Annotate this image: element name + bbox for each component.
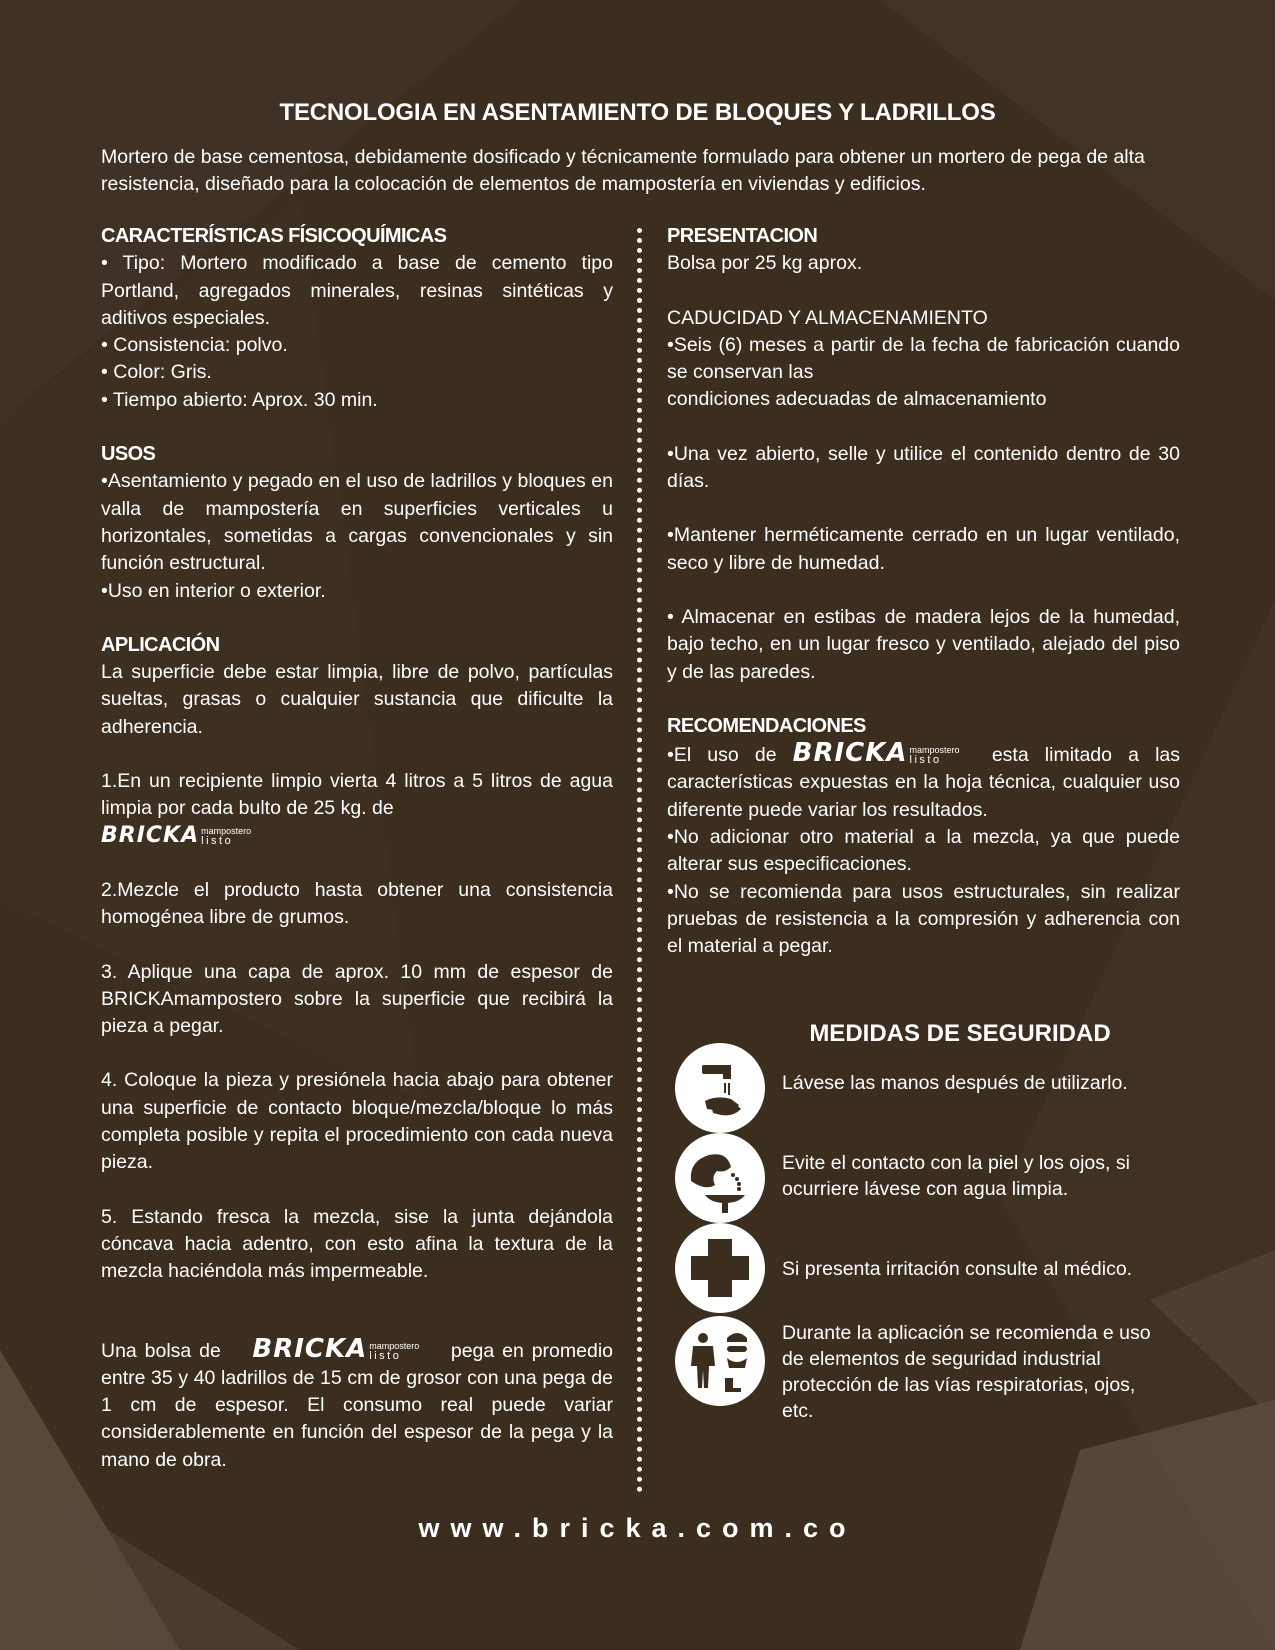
characteristics-heading: CARACTERÍSTICAS FÍSICOQUÍMICAS [101, 225, 447, 247]
recommendation-item: •No adicionar otro material a la mezcla, ya que puede alterar sus especificaciones. [667, 826, 1180, 876]
recommendation-item: •No se recomienda para usos estructurales, sin realizar pruebas de resistencia a la compresión y adherencia con el material a pegar. [667, 880, 1180, 958]
recommendations-heading: RECOMENDACIONES [667, 714, 866, 737]
presentation-text: Bolsa por 25 kg aprox. [667, 252, 863, 275]
characteristics-item: • Tiempo abierto: Aprox. 30 min. [101, 388, 378, 411]
characteristics-item: • Consistencia: polvo. [101, 334, 288, 357]
storage-item: •Seis (6) meses a partir de la fecha de fabricación cuando se conservan las [667, 333, 1180, 384]
application-step-3: 3. Aplique una capa de aprox. 10 mm de espesor de BRICKAmampostero sobre la superficie que recibirá la pieza a pegar. [101, 960, 613, 1038]
eye-wash-icon [675, 1133, 765, 1223]
storage-section [667, 305, 1180, 686]
application-section [101, 632, 613, 1286]
column-divider [637, 228, 642, 1493]
application-step-4: 4. Coloque la pieza y presiónela hacia abajo para obtener una superficie de contacto bloque/mezcla/bloque lo más completa posible y repita el procedimiento con cada nueva pieza. [101, 1069, 613, 1174]
left-column [101, 223, 613, 1474]
right-column [667, 223, 1180, 961]
yield-paragraph [101, 1333, 613, 1474]
uses-section [101, 441, 613, 605]
hand-wash-icon [675, 1043, 765, 1133]
storage-item: •Mantener herméticamente cerrado en un lugar ventilado, seco y libre de humedad. [667, 524, 1180, 574]
bricka-logo: BRICKA mampostero listo [252, 1333, 420, 1364]
uses-heading: USOS [101, 443, 156, 466]
characteristics-item: • Color: Gris. [101, 361, 212, 384]
safety-text: Lávese las manos después de utilizarlo. [782, 1072, 1128, 1094]
safety-heading: MEDIDAS DE SEGURIDAD [809, 1020, 1111, 1047]
application-step-5: 5. Estando fresca la mezcla, sise la junta dejándola cóncava hacia adentro, con esto afina la textura de la mezcla haciéndola más impermeable. [101, 1205, 613, 1283]
characteristics-section [101, 223, 613, 414]
recommendations-section [667, 713, 1180, 961]
first-aid-cross-icon [675, 1223, 765, 1313]
application-intro: La superficie debe estar limpia, libre de polvo, partículas sueltas, grasas o cualquier sustancia que dificulte la adherencia. [101, 661, 613, 738]
characteristics-item: • Tipo: Mortero modificado a base de cemento tipo Portland, agregados minerales, resinas sintéticas y aditivos especiales. [101, 252, 613, 329]
safety-text: Evite el contacto con la piel y los ojos, si ocurriere lávese con agua limpia. [782, 1152, 1130, 1200]
storage-heading: CADUCIDAD Y ALMACENAMIENTO [667, 306, 988, 329]
page-title: TECNOLOGIA EN ASENTAMIENTO DE BLOQUES Y LADRILLOS [279, 99, 996, 126]
bricka-logo: BRICKA mampostero listo [792, 738, 960, 769]
uses-item: •Asentamiento y pegado en el uso de ladrillos y bloques en valla de mampostería en superficies verticales u horizontales, sometidas a cargas convencionales y sin función estructural. [101, 470, 613, 575]
application-step-2: 2.Mezcle el producto hasta obtener una consistencia homogénea libre de grumos. [101, 878, 613, 929]
storage-item: • Almacenar en estibas de madera lejos de la humedad, bajo techo, en un lugar fresco y ventilado, alejado del piso y de las paredes. [667, 605, 1180, 683]
storage-item: •Una vez abierto, selle y utilice el contenido dentro de 30 días. [667, 442, 1180, 493]
safety-text: Si presenta irritación consulte al médico. [782, 1258, 1133, 1280]
safety-text: Durante la aplicación se recomienda e uso de elementos de seguridad industrial protección de las vías respiratorias, ojos, etc. [782, 1322, 1151, 1422]
footer-url[interactable]: www.bricka.com.co [418, 1513, 857, 1543]
application-step-1: 1.En un recipiente limpio vierta 4 litros a 5 litros de agua limpia por cada bulto de 25 kg. de [101, 770, 613, 820]
application-heading: APLICACIÓN [101, 633, 220, 656]
bricka-logo: BRICKA mampostero listo [101, 822, 252, 848]
yield-text-post: pega en promedio entre 35 y 40 ladrillos de 15 cm de grosor con una pega de 1 cm de espesor. El consumo real puede variar considerablemente en función del espesor de la pega y la mano de obra. [101, 1339, 613, 1471]
storage-item: condiciones adecuadas de almacenamiento [667, 388, 1047, 411]
yield-text-pre: Una bolsa de [101, 1339, 221, 1362]
recommendation-item: •El uso de BRICKA mampostero listo esta limitado a las características expuestas en la hoja técnica, cualquier uso diferente puede variar los resultados. [667, 738, 1181, 821]
protective-equipment-icon [675, 1316, 765, 1406]
intro-paragraph: Mortero de base cementosa, debidamente dosificado y técnicamente formulado para obtener un mortero de pega de alta resistencia, diseñado para la colocación de elementos de mampostería en viviendas y edificios. [101, 146, 1145, 195]
presentation-section [667, 223, 1180, 278]
brand-logo-line [101, 823, 613, 850]
presentation-heading: PRESENTACION [667, 225, 818, 247]
uses-item: •Uso en interior o exterior. [101, 579, 326, 602]
